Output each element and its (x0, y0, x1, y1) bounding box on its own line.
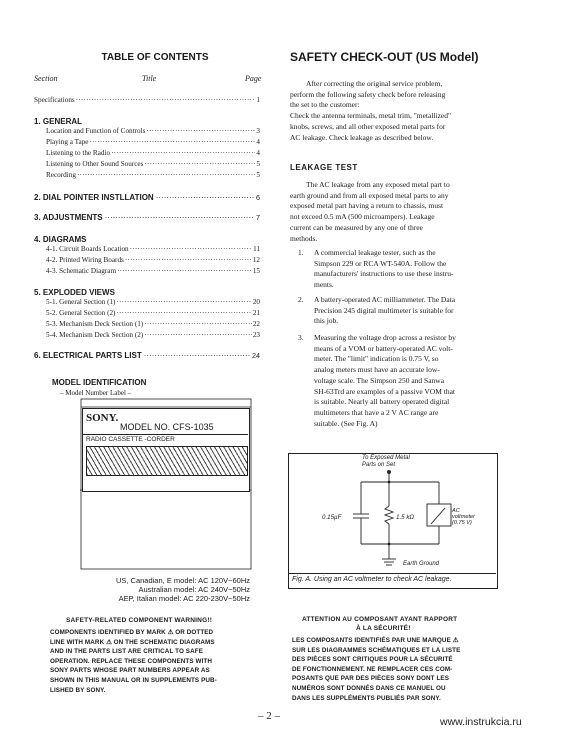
fig-capacitor-label: 0.15µF (322, 514, 342, 521)
fig-label-top-2: Parts on Set (362, 462, 396, 468)
toc-entry-page: 23 (252, 331, 260, 339)
leakage-line: current can be measured by any one of three (290, 222, 423, 232)
toc-section-label: 2. DIAL POINTER INSTLLATION (34, 193, 154, 202)
method-text (314, 333, 496, 429)
fig-meter-line: voltmeter (452, 514, 476, 520)
warning-en-title: SAFETY-RELATED COMPONENT WARNING!! (66, 617, 213, 624)
toc-entry-page: 5 (256, 171, 260, 179)
fig-meter-label (452, 508, 475, 526)
model-id-title: MODEL IDENTIFICATION (52, 378, 147, 387)
leakage-line: not exceed 0.5 mA (500 microampers). Leakage (290, 212, 435, 222)
method-text (314, 295, 496, 327)
toc-entry-page: 11 (253, 245, 260, 253)
toc-entry-page: 6 (256, 193, 260, 202)
intro-line: Check the antenna terminals, metal trim, "metallized" (290, 111, 452, 121)
model-voltage-line: US, Canadian, E model: AC 120V~60Hz (115, 576, 250, 585)
warning-fr-title-1: ATTENTION AU COMPOSANT AYANT RAPPORT (302, 616, 458, 623)
toc-entry-label: Playing a Tape (46, 138, 89, 146)
toc-entry (46, 171, 260, 182)
toc-entry (46, 256, 260, 267)
method-number: 1. (298, 248, 304, 257)
toc-section-adjustments (34, 213, 260, 225)
toc-entry (46, 320, 260, 331)
toc-section-label: 3. ADJUSTMENTS (34, 213, 103, 222)
method-line: Precision 245 digital multimeter is suitable for (314, 305, 454, 315)
method-number: 3. (298, 333, 304, 342)
method-line: means of a VOM or battery-operated AC volt- (314, 343, 453, 353)
toc-entry-page: 22 (252, 320, 260, 328)
warning-fr-line: DE FONCTIONNEMENT. NE REMPLACER CES COM- (292, 665, 453, 673)
warning-fr-line: NUMÉROS SONT DONNÉS DANS CE MANUEL OU (292, 684, 446, 692)
intro-line: knobs, screws, and all other exposed metal parts for (290, 121, 446, 131)
toc-section-dial (34, 193, 260, 205)
page-number: – 2 – (258, 710, 280, 722)
fig-meter-line: AC (452, 508, 460, 514)
toc-entry-page: 24 (252, 351, 260, 360)
method-line: A battery-operated AC milliammeter. The Data (314, 295, 456, 304)
toc-entry-page: 21 (252, 309, 260, 317)
fig-ground-label: Earth Ground (403, 561, 440, 567)
intro-line: AC leakage. Check leakage as described below. (290, 132, 434, 142)
toc-entry (46, 160, 260, 171)
toc-entry-page: 15 (252, 267, 260, 275)
warning-en-line: LISHED BY SONY. (50, 686, 106, 694)
warning-en-body (50, 628, 260, 695)
leakage-line: exposed metal part having a return to chassis, must (290, 201, 444, 211)
warning-fr-line: DES PIÈCES SONT CRITIQUES POUR LA SÉCURITÉ (292, 656, 453, 664)
toc-title: TABLE OF CONTENTS (101, 52, 209, 63)
fig-caption-divider (288, 573, 496, 574)
warning-en-line: COMPONENTS IDENTIFIED BY MARK ⚠ OR DOTTED (50, 629, 214, 636)
model-voltage-line: AEP, Italian model: AC 220-230V~50Hz (118, 594, 250, 603)
toc-entry (46, 309, 260, 320)
toc-entry (46, 127, 260, 138)
toc-entry-label: 4-2. Printed Wiring Boards (46, 256, 124, 264)
toc-section-exploded: 5. EXPLODED VIEWS (34, 288, 115, 297)
toc-entry-label: 5-3. Mechanism Deck Section (1) (46, 320, 144, 328)
toc-entry (46, 245, 260, 256)
method-line: this job. (314, 316, 339, 326)
model-number: MODEL NO. CFS-1035 (120, 422, 214, 432)
sony-logo: SONY. (86, 412, 119, 424)
watermark: www.instrukcia.ru (440, 716, 522, 728)
toc-entry-page: 20 (252, 298, 260, 306)
safety-title: SAFETY CHECK-OUT (US Model) (290, 50, 479, 64)
toc-entry-label: Location and Function of Controls (46, 127, 146, 135)
toc-entry-label: 4-3. Schematic Diagram (46, 267, 117, 275)
model-voltage-line: Australian model: AC 240V~50Hz (138, 585, 250, 594)
toc-section-electrical (34, 351, 260, 363)
method-line: SH-63Trd are examples of a passive VOM that (314, 386, 456, 396)
leakage-line: earth ground and from all exposed metal parts to any (290, 190, 449, 200)
method-line: Simpson 229 or RCA WT-540A. Follow the (314, 258, 447, 268)
toc-col-section: Section (34, 74, 58, 83)
label-divider (82, 434, 248, 435)
method-line: meter. The "limit" indication is 0.75 V, so (314, 354, 439, 364)
method-line: Measuring the voltage drop across a resistor by (314, 333, 456, 342)
barcode-hatch (86, 446, 248, 476)
intro-line: perform the following safety check before releasing (290, 89, 446, 99)
toc-entry-label: Specifications (34, 96, 75, 104)
toc-entry-page: 12 (252, 256, 260, 264)
toc-entry (46, 267, 260, 278)
toc-col-page: Page (245, 74, 262, 83)
method-line: manufacturers' instructions to use these instru- (314, 269, 454, 279)
toc-entry-label: 4-1. Circuit Boards Location (46, 245, 129, 253)
product-name: RADIO CASSETTE -CORDER (86, 436, 175, 443)
warning-en-line: SHOWN IN THIS MANUAL OR IN SUPPLEMENTS PUB- (50, 676, 217, 684)
toc-entry-label: Listening to the Radio (46, 149, 111, 157)
warning-fr-line: DANS LES SUPPLÉMENTS PUBLIÉS PAR SONY. (292, 694, 441, 702)
warning-fr-line: SUR LES DIAGRAMMES SCHÉMATIQUES ET LA LISTE (292, 646, 461, 654)
method-line: A commercial leakage tester, such as the (314, 248, 436, 257)
toc-entry-page: 7 (256, 213, 260, 222)
toc-entry-page: 4 (256, 138, 260, 146)
leakage-line: The AC leakage from any exposed metal part to (306, 180, 450, 189)
intro-line: After correcting the original service problem, (306, 79, 443, 88)
toc-entry-label: 5-4. Mechanism Deck Section (2) (46, 331, 144, 339)
warning-fr-body (292, 636, 502, 703)
toc-col-title: Title (142, 74, 157, 83)
method-line: suitable. (See Fig. A) (314, 418, 378, 428)
figure-caption: Fig. A. Using an AC voltmeter to check AC leakage. (292, 576, 452, 583)
toc-entry-page: 5 (256, 160, 260, 168)
safety-intro (290, 79, 496, 143)
toc-entry (46, 149, 260, 160)
method-number: 2. (298, 295, 304, 304)
toc-section-general: 1. GENERAL (34, 117, 83, 126)
toc-entry-specifications (34, 96, 260, 107)
toc-section-diagrams: 4. DIAGRAMS (34, 235, 87, 244)
warning-en-line: OPERATION. REPLACE THESE COMPONENTS WITH (50, 657, 213, 665)
toc-entry (46, 331, 260, 342)
warning-en-line: SONY PARTS WHOSE PART NUMBERS APPEAR AS (50, 667, 210, 675)
method-text (314, 248, 496, 291)
fig-meter-line: (0.75 V) (452, 520, 472, 526)
toc-entry-label: Recording (46, 171, 76, 179)
warning-fr-line: POSANTS QUE PAR DES PIÈCES SONY DONT LES (292, 675, 450, 683)
toc-entry-page: 4 (256, 149, 260, 157)
warning-en-line: LINE WITH MARK ⚠ ON THE SCHEMATIC DIAGRAMS (50, 638, 215, 646)
toc-entry-label: 5-2. General Section (2) (46, 309, 116, 317)
fig-label-top-1: To Exposed Metal (362, 455, 410, 461)
leakage-line: methods. (290, 233, 318, 243)
method-line: multimeters that have a 2 V AC range are (314, 407, 439, 417)
method-line: is suitable. Nearly all battery operated digital (314, 397, 450, 407)
method-line: voltage scale. The Simpson 250 and Sanwa (314, 375, 445, 385)
warning-fr-title-2: À LA SÉCURITÉ! (356, 625, 411, 632)
toc-section-label: 6. ELECTRICAL PARTS LIST (34, 351, 142, 360)
method-line: ments. (314, 280, 334, 290)
leakage-test-title: LEAKAGE TEST (290, 163, 358, 172)
toc-entry (46, 298, 260, 309)
warning-en-line: AND IN THE PARTS LIST ARE CRITICAL TO SAFE (50, 648, 203, 656)
toc-entry (46, 138, 260, 149)
toc-entry-page: 3 (256, 127, 260, 135)
toc-entry-label: Listening to Other Sound Sources (46, 160, 144, 168)
intro-line: the set to the customer: (290, 100, 360, 110)
warning-fr-line: LES COMPOSANTS IDENTIFIÉS PAR UNE MARQUE ⚠ (292, 637, 459, 644)
toc-entry-label: 5-1. General Section (1) (46, 298, 116, 306)
model-id-subtitle: – Model Number Label – (60, 389, 132, 397)
leakage-paragraph (290, 180, 496, 244)
toc-entry-page: 1 (256, 96, 260, 104)
method-line: analog meters must have an accurate low- (314, 365, 440, 375)
fig-resistor-label: 1.5 kΩ (396, 514, 415, 521)
